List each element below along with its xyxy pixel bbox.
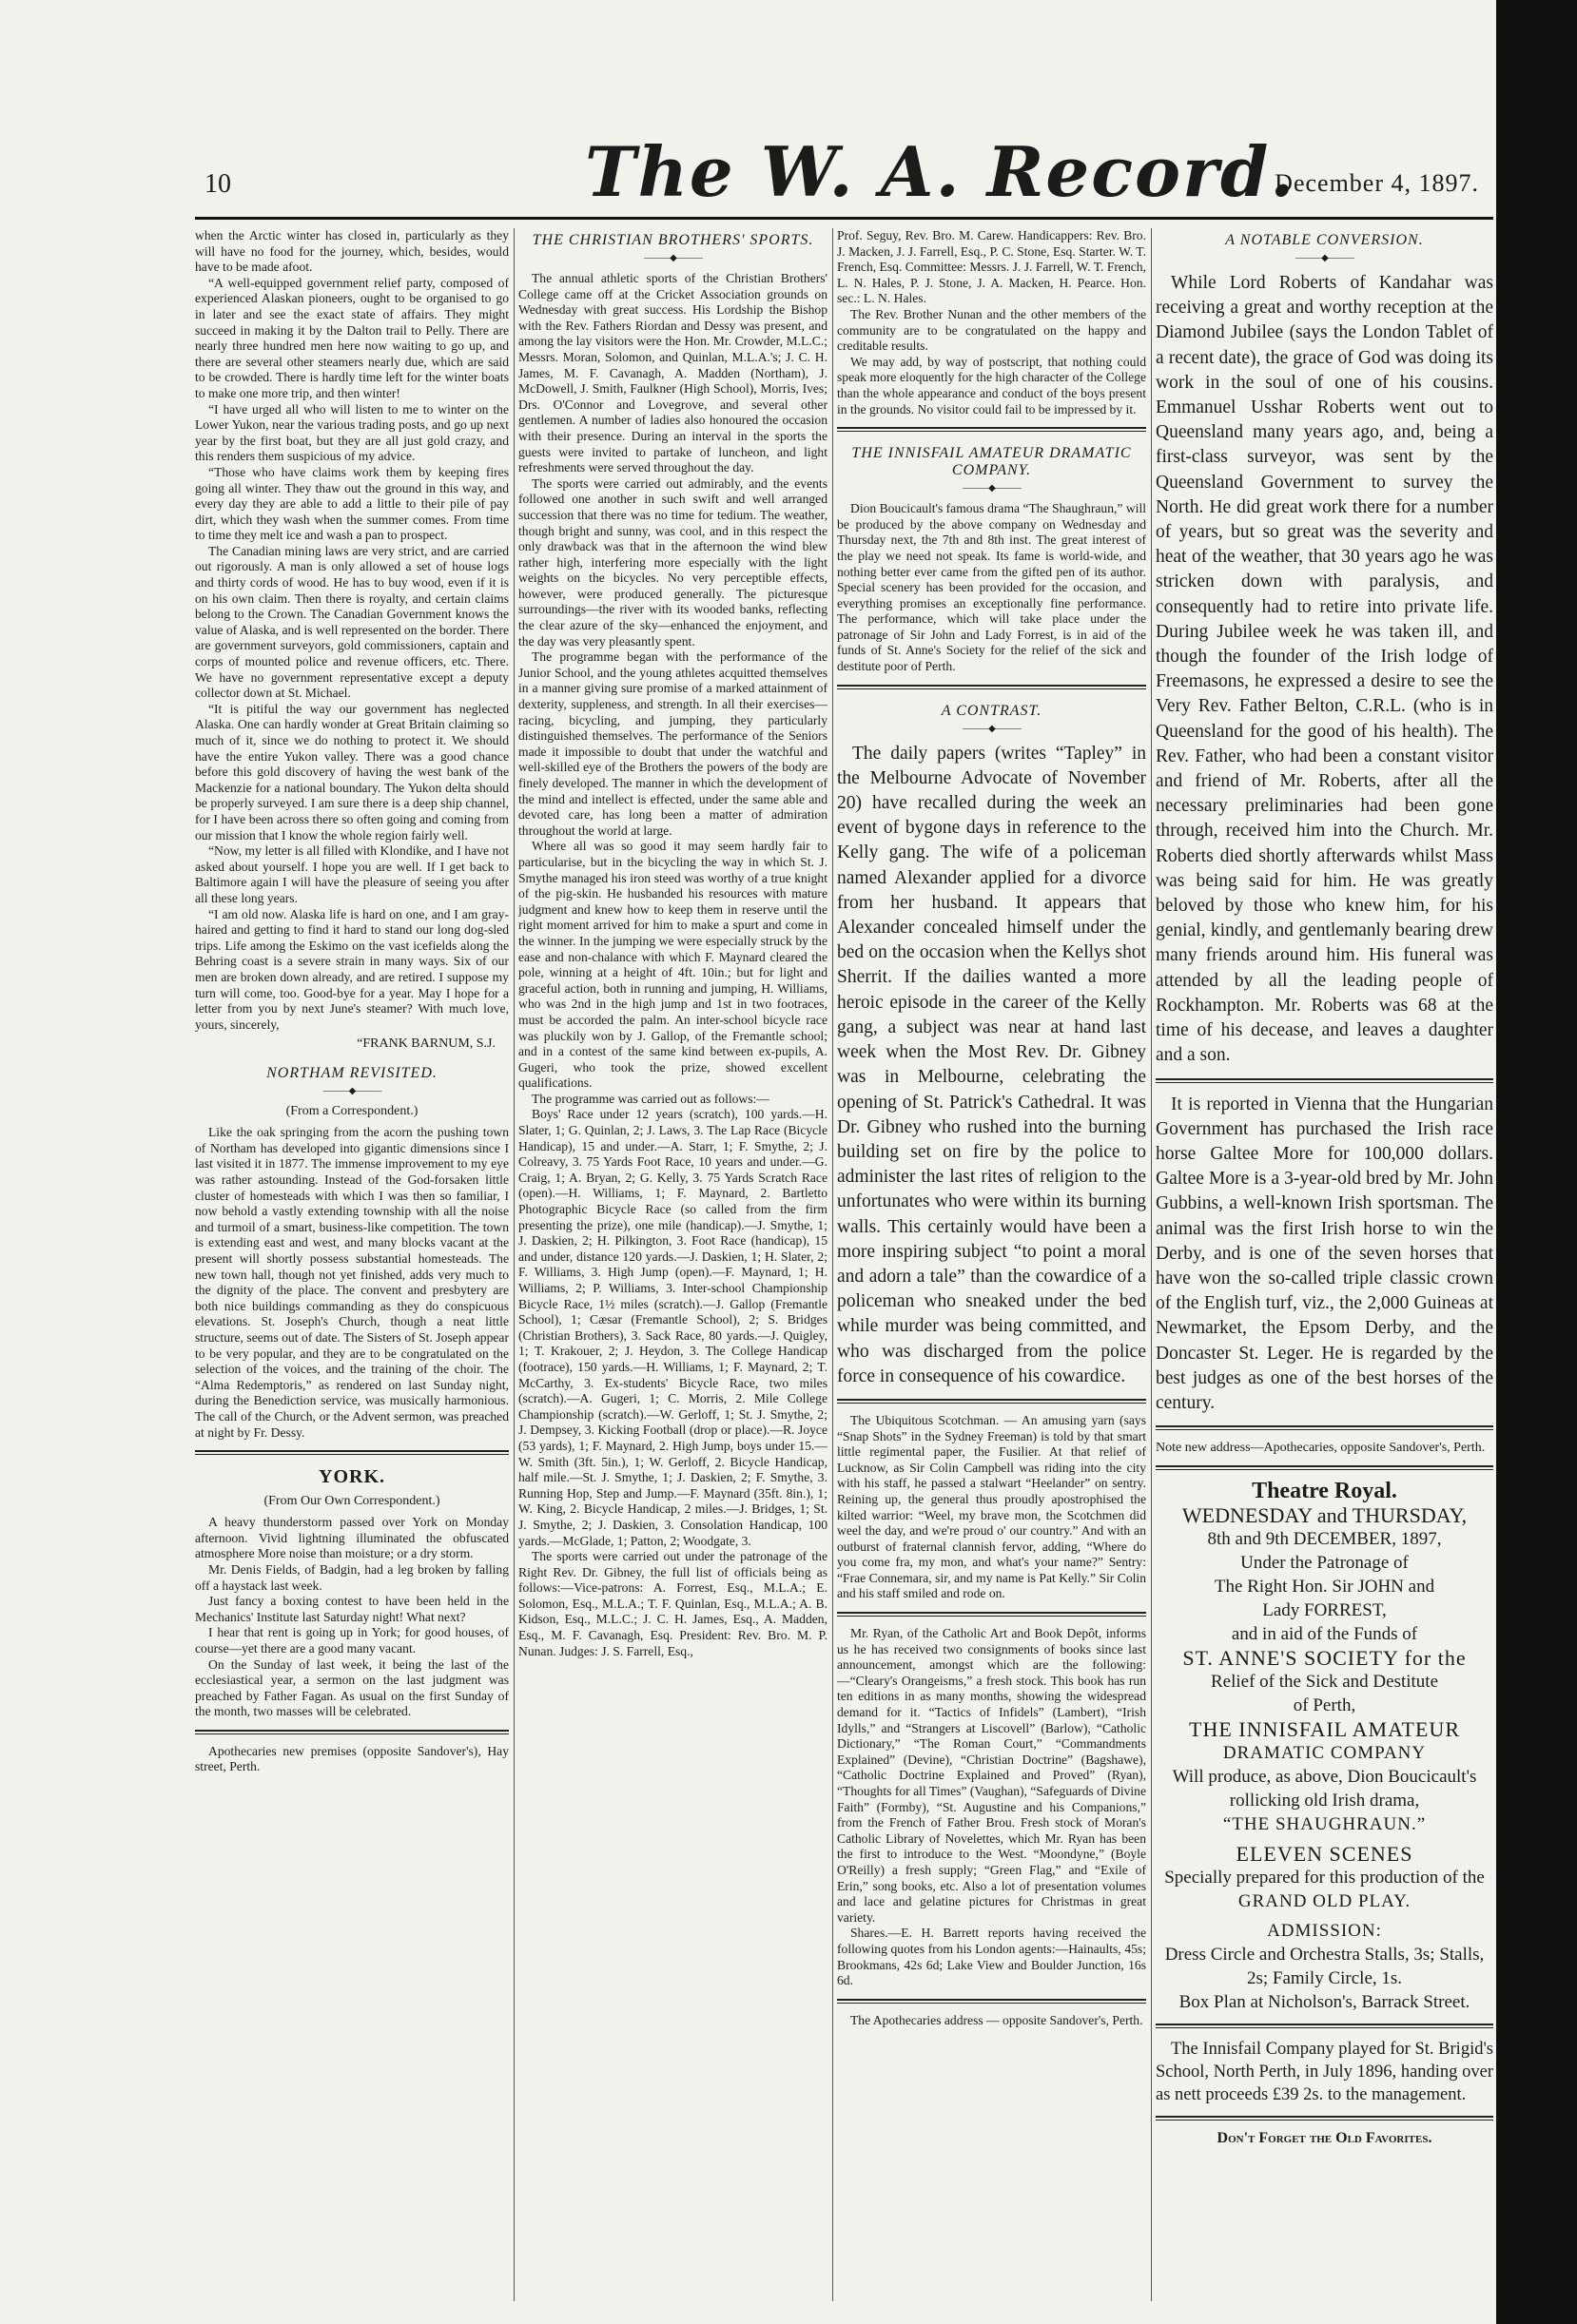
paragraph: On the Sunday of last week, it being the last of the ecclesiastical year, a sermon on the last judgment was preached by Father Fagan. As usual on the first Sunday of the month, two masses will be celebrated.: [195, 1656, 509, 1719]
paragraph: It is reported in Vienna that the Hungarian Government has purchased the Irish race horse Galtee More for 100,000 dollars. Galtee More is a 3-year-old bred by Mr. John Gubbins, a well-known Irish sportsman. The animal was the first Irish horse to win the Derby, and is one of the seven horses that have won the so-called triple classic crown of the English turf, viz., the 2,000 Guineas at Newmarket, the Epsom Derby, and the Doncaster St. Leger. He is regarded by the best judges as one of the best horses of the century.: [1156, 1094, 1493, 1413]
notice: Apothecaries new premises (opposite Sandover's), Hay street, Perth.: [195, 1743, 509, 1774]
masthead: [204, 131, 1489, 222]
paragraph: Mr. Ryan, of the Catholic Art and Book Depôt, informs us he has received two consignments of books since last announcement, amongst which are the following:—“Cleary's Orangeisms,” a fresh stock. This book has run ten editions in as many months, showing the widespread demand for it. “Tactics of Infidels” (Lambert), “Irish Idylls,” and “Strangers at Liscovell” (Barlow), “Catholic Dictionary,” “The Roman Court,” “Commandments Explained” (Devine), “Christian Doctrine” (Bagshawe), “Catholic Doctrine Explained and Proved” (Ryan), “Thoughts for all Times” (Vaughan), “Safeguards of Divine Faith” (Formby), “St. Augustine and his Companions,” from the French of Father Brou. Fresh stock of Moran's Catholic Library of Novelettes, which Mr. Ryan has been the first to introduce to the West. “Moondyne,” (Boyle O'Reilly) a fresh supply; “Green Flag,” and “Exile of Erin,” song books, etc. Also a lot of presentation volumes and lace and gelatine pictures for Christmas in great variety.: [837, 1626, 1146, 1925]
separator: [1156, 1465, 1493, 1470]
ad-line: Dress Circle and Orchestra Stalls, 3s; Stalls, 2s; Family Circle, 1s.: [1164, 1945, 1485, 1989]
paragraph: The daily papers (writes “Tapley” in the Melbourne Advocate of November 20) have recalled during the week an event of bygone days in reference to the Kelly gang. The wife of a policeman named Alexander applied for a divorce from her husband. It appears that Alexander concealed himself under the bed on the occasion when the Kellys shot Sherrit. If the dailies wanted a more heroic episode in the career of the Kelly gang, a subject was near at hand last week when the Most Rev. Dr. Gibney was in Melbourne, celebrating the opening of St. Patrick's Cathedral. It was Dr. Gibney who rushed into the burning building set on fire by the police to administer the last rites of religion to the unfortunates who were within its burning walls. This certainly would have been a more inspiring subject “to point a moral and adorn a tale” than the cowardice of a policeman who sneaked under the bed while murder was being committed, and who was discharged from the police force in consequence of his cowardice.: [837, 743, 1146, 1386]
ornament-divider: ———◆———: [1295, 253, 1353, 263]
notice: The Apothecaries address — opposite Sandover's, Perth.: [850, 2012, 1143, 2027]
ad-line: Specially prepared for this production of the: [1164, 1868, 1485, 1888]
footer-line: Don't Forget the Old Favorites.: [1217, 2130, 1432, 2147]
ad-line: WEDNESDAY and THURSDAY,: [1181, 1503, 1468, 1528]
paragraph: The sports were carried out admirably, and the events followed one another in such swift and well arranged succession that there was no time for tedium. The weather, though bright and sunny, was cool, and in this respect the only drawback was that in the afternoon the wind blew rather high, interfering more especially with the light weights on the bicycles. No very perceptible effects, however, were produced generally. The picturesque surroundings—the river with its wooded banks, reflecting the clear azure of the sky—enhanced the enjoyment, and the day was very pleasantly spent.: [518, 475, 827, 649]
paragraph: The Rev. Brother Nunan and the other members of the community are to be congratulated on the happy and creditable results.: [837, 306, 1146, 354]
ad-line: DRAMATIC COMPANY: [1222, 1743, 1427, 1764]
separator: [1156, 2116, 1493, 2121]
paragraph: Dion Boucicault's famous drama “The Shaughraun,” will be produced by the above company on Wednesday and Thursday next, the 7th and 8th inst. The great interest of the play we need not speak. Its fame is world-wide, and nothing better ever came from the gifted pen of its author. Special scenery has been provided for the occasion, and everything promises an exceptionally fine performance. The performance, which will take place under the patronage of Sir John and Lady Forrest, is in aid of the funds of St. Anne's Society for the relief of the sick and destitute poor of Perth.: [837, 501, 1146, 674]
ad-line: Relief of the Sick and Destitute: [1210, 1672, 1439, 1693]
section-heading: A CONTRAST.: [941, 702, 1042, 719]
column-3: [837, 228, 1146, 2311]
section-subheading: (From a Correspondent.): [285, 1104, 419, 1119]
paragraph: Where all was so good it may seem hardly fair to particularise, but in the bicycling the way in which St. J. Smythe managed his iron steed was worthy of a true knight of the pig-skin. He husbanded his resources with mature judgment and knew how to keep them in reserve until the right moment arrived for him to make a spurt and come in the winner. In the jumping we were especially struck by the ease and non-chalance with which F. Maynard cleared the pole, winning at a height of 4ft. 10in.; but for light and graceful action, both in running and jumping, H. Williams, who was 2nd in the high jump and 1st in two footraces, must be accorded the palm. An inter-school bicycle race was pluckily won by J. Gallop, of the Fremantle school; and in a contest of the same kind between ex-pupils, A. Gugeri, who took the prize, showed excellent qualifications.: [518, 839, 827, 1091]
ornament-divider: ———◆———: [963, 723, 1021, 734]
paragraph: While Lord Roberts of Kandahar was receiving a great and worthy reception at the Diamond Jubilee (says the London Tablet of a recent date), the grace of God was doing its work in the soul of one of his cousins. Emmanuel Usshar Roberts went out to Queensland many years ago, and, being a first-class surveyor, was sent by the Queensland Government to survey the North. He did great work there for a number of years, but so great was the severity and heat of the weather, that 30 years ago he was stricken down with paralysis, and consequently had to retire into private life. During Jubilee week he was taken ill, and though the founder of the Irish lodge of Freemasons, he expressed a desire to see the Very Rev. Father Belton, C.R.L. (who is in Queensland for the good of his health). The Rev. Father, who had been a constant visitor and friend of Mr. Roberts, after all the necessary preliminaries had been gone through, received him into the Church. Mr. Roberts died shortly afterwards whilst Mass was being said for him. He was greatly beloved by those who knew him, for his genial, kindly, and gentlemanly bearing drew many friends around him. His funeral was attended by all the leading people of Rockhampton. Mr. Roberts was 68 at the time of his decease, and leaves a daughter and a son.: [1156, 273, 1493, 1066]
separator: [837, 1399, 1146, 1404]
column-divider: [514, 228, 515, 2301]
paragraph: Mr. Denis Fields, of Badgin, had a leg broken by falling off a haystack last week.: [195, 1561, 509, 1593]
separator: [837, 1999, 1146, 2004]
ad-line: GRAND OLD PLAY.: [1237, 1891, 1412, 1912]
masthead-rule: [195, 217, 1493, 220]
ad-line: ADMISSION:: [1267, 1921, 1382, 1942]
section-heading: A NOTABLE CONVERSION.: [1225, 232, 1424, 248]
theatre-advertisement: [1156, 1480, 1493, 2014]
paragraph: The Innisfail Company played for St. Brigid's School, North Perth, in July 1896, handing over as nett proceeds £39 2s. to the management.: [1156, 2040, 1493, 2105]
paragraph: The Ubiquitous Scotchman. — An amusing yarn (says “Snap Shots” in the Sydney Freeman) is told by that smart little regimental paper, the Fusilier. At that relief of Lucknow, as Sir Colin Campbell was riding into the city with his staff, he passed a stalwart “Heelander” on sentry. Reining up, the general thus proudly apostrophised the kilted warrior: “Weel, my brave mon, the Scotchmen did weel the day, and we're proud o' our country.” And with an outburst of fraternal clannish fervor, adding, “Where do you come fra, my mon, and what's your name?” Sentry: “Frae Connemara, sir, and my name is Pat Kelly.” Sir Colin and his staff smiled and rode on.: [837, 1412, 1146, 1601]
paragraph: when the Arctic winter has closed in, particularly as they will have no food for the journey, which, besides, would have to be made afoot.: [195, 228, 509, 275]
ad-line: Under the Patronage of: [1240, 1553, 1409, 1574]
paragraph: “It is pitiful the way our government has neglected Alaska. One can hardly wonder at Great Britain claiming so much of it, since we do nothing to protect it. We should have the entire Yukon valley. There was a good chance before this gold discovery of having the west bank of the Mackenzie for a national boundary. The Yukon delta should be properly surveyed. I am sure there is a deep ship channel, for I have been across there so often going and coming from our mission that I know the whole region fairly well.: [195, 701, 509, 842]
ornament-divider: ———◆———: [322, 1086, 381, 1097]
separator: [1156, 2024, 1493, 2028]
scan-edge: [1496, 0, 1577, 2324]
paragraph: Like the oak springing from the acorn the pushing town of Northam has developed into gigantic dimensions since I last visited it in 1877. The immense improvement to my eye was rather astounding. Instead of the God-forsaken little cluster of homesteads with which I was then so familiar, I now behold a vastly extending township with all the noise and turmoil of a smart, business-like competition. The town is extending east and west, and many blocks vacant at the present will shortly possess substantial homesteads. The new town hall, though not yet finished, adds very much to the dignity of the place. The convent and presbytery are both nice buildings commanding as they do conspicuous elevations. St. Joseph's Church, though a neat little structure, seems out of date. The Sisters of St. Joseph appear to be very popular, and they are to be congratulated on the selection of the voices, and the training of the choir. The “Alma Redemptoris,” as rendered on last Sunday night, during the Benediction service, was musically harmonious. The call of the Church, or the Advent sermon, was preached at night by Fr. Dessy.: [195, 1125, 509, 1440]
ornament-divider: ———◆———: [644, 253, 702, 263]
issue-date: December 4, 1897.: [1275, 169, 1479, 197]
separator: [1156, 1078, 1493, 1083]
ad-line: ELEVEN SCENES: [1236, 1842, 1413, 1867]
paragraph: “Those who have claims work them by keeping fires going all winter. They thaw out the ground in this way, and every day they are able to add a little to their pile of pay dirt, which they wash when the summer comes. From time to time they melt ice and wash a pan to prospect.: [195, 464, 509, 543]
section-heading: THE CHRISTIAN BROTHERS' SPORTS.: [532, 232, 814, 248]
section-heading: YORK.: [319, 1466, 385, 1488]
separator: [195, 1450, 509, 1455]
alaska-letter: [195, 228, 509, 1033]
ad-line: Box Plan at Nicholson's, Barrack Street.: [1178, 1992, 1470, 2013]
section-subheading: (From Our Own Correspondent.): [263, 1494, 440, 1509]
paragraph: The programme was carried out as follows:—: [532, 1091, 769, 1106]
ad-line: of Perth,: [1293, 1695, 1356, 1716]
column-divider: [832, 228, 833, 2301]
ad-line: ST. ANNE'S SOCIETY for the: [1182, 1646, 1467, 1671]
column-1: [195, 228, 509, 2311]
masthead-title: The W. A. Record.: [585, 131, 1296, 212]
paragraph: A heavy thunderstorm passed over York on Monday afternoon. Vivid lightning illuminated the obfuscated atmosphere More noise than moisture; or a dry storm.: [195, 1515, 509, 1561]
page-number: 10: [204, 169, 231, 199]
race-results: Boys' Race under 12 years (scratch), 100 yards.—H. Slater, 1; G. Quinlan, 2; J. Laws, 3. The Lap Race (Bicycle Handicap), 15 and under.—A. Starr, 1; F. Smythe, 2; J. Colreavy, 3. 75 Yards Foot Race, 10 years and under.—G. Craig, 1; A. Bryan, 2; G. Kelly, 3. 75 Yards Scratch Race (open).—H. Williams, 1; F. Maynard, 2. Bartletto Photographic Bicycle Race (so called from the firm presenting the prize), one mile (handicap).—J. Smythe, 1; J. Daskien, 2; H. Pilkington, 3. Foot Race (handicap), 15 and under, distance 120 yards.—J. Daskien, 1; H. Slater, 2; F. Williams, 3. High Jump (open).—F. Maynard, 1; H. Williams, 2; P. Williams, 3. Inter-school Championship Bicycle Race, 1½ miles (scratch).—J. Gallop (Fremantle School), 1; Cæsar (Fremantle School), 2; S. Bridges (Christian Brothers), 3. Sack Race, 80 yards.—J. Quigley, 1; T. Krakouer, 2; J. Heydon, 3. The College Handicap (footrace), 150 yards.—H. Williams, 1; F. Maynard, 2; T. McCarthy, 3. Ex-students' Bicycle Race, two miles (scratch).—A. Gugeri, 1; C. Morris, 2. Mile College Championship (scratch).—W. Gerloff, 1; St. J. Smythe, 2; J. Dempsey, 3. Kicking Football (drop or place).—R. Joyce (53 yards), 1; F. Maynard, 2. High Jump, boys under 15.—W. Smith (3ft. 5in.), 1; W. Gerloff, 2. Bicycle Handicap, half mile.—St. J. Smythe, 1; J. Daskien, 2; F. Smythe, 3. Running Hop, Step and Jump.—F. Maynard (35ft. 8in.), 1; W. King, 2. Bicycle Handicap, 2 miles.—J. Bridges, 1; St. J. Smythe, 2; J. Daskien, 3. Consolation Handicap, 100 yards.—McGlade, 1; Patton, 2; Woodgate, 3.: [518, 1107, 827, 1548]
column-2: [518, 228, 827, 2311]
ad-line: The Right Hon. Sir JOHN and: [1214, 1577, 1435, 1598]
separator: [1156, 1425, 1493, 1430]
section-heading: NORTHAM REVISITED.: [266, 1065, 438, 1082]
ad-title: Theatre Royal.: [1252, 1479, 1397, 1504]
separator: [837, 427, 1146, 432]
letter-signature: “FRANK BARNUM, S.J.: [357, 1036, 496, 1052]
column-4: [1156, 228, 1493, 2311]
notice: Note new address—Apothecaries, opposite Sandover's, Perth.: [1156, 1441, 1486, 1456]
paragraph: The sports were carried out under the patronage of the Right Rev. Dr. Gibney, the full list of officials being as follows:—Vice-patrons: A. Forrest, Esq., M.L.A.; E. Solomon, Esq., M.L.A.; T. F. Quinlan, Esq., M.L.A.; A. B. Kidson, Esq., M.L.C.; J. C. H. James, Esq., A. Madden, Esq., M. F. Cavanagh, Esq. President: Rev. Bro. M. P. Nunan. Judges: J. S. Farrell, Esq.,: [518, 1549, 827, 1658]
ad-line: “THE SHAUGHRAUN.”: [1222, 1814, 1427, 1835]
section-heading: THE INNISFAIL AMATEUR DRAMATIC COMPANY.: [851, 445, 1132, 479]
ad-line: THE INNISFAIL AMATEUR: [1189, 1717, 1460, 1742]
separator: [837, 685, 1146, 689]
separator: [195, 1730, 509, 1734]
paragraph: The annual athletic sports of the Christian Brothers' College came off at the Cricket Association grounds on Wednesday with great success. His Lordship the Bishop with the Rev. Fathers Riordan and Dessy was present, and among the lay visitors were the Hon. Mr. Crowder, M.L.C.; Messrs. Moran, Solomon, and Quinlan, M.L.A.'s; J. C. H. James, M. F. Cavanagh, A. Madden (Northam), J. McDowell, J. Smith, Faulkner (High School), Morris, Ives; Drs. O'Connor and Lovegrove, and several other gentlemen. A number of ladies also honoured the occasion with their presence. During an interval in the sports the guests were invited to partake of luncheon, and light refreshments were served throughout the day.: [518, 271, 827, 475]
paragraph: The programme began with the performance of the Junior School, and the young athletes acquitted themselves in a manner giving sure promise of a marked attainment of dexterity, suppleness, and strength. In all their exercises—racing, bicycling, and jumping, they particularly distinguished themselves. The performance of the Seniors made it impossible to doubt that under the watchful and well-skilled eye of the Brothers the powers of the body are finely developed. The manner in which the development of the mind and intellect is effected, under the same able and devoted care, has long been a matter of admiration throughout the world at large.: [518, 649, 827, 838]
ad-line: Will produce, as above, Dion Boucicault's rollicking old Irish drama,: [1172, 1767, 1477, 1811]
ad-line: and in aid of the Funds of: [1231, 1624, 1418, 1645]
paragraph: Prof. Seguy, Rev. Bro. M. Carew. Handicappers: Rev. Bro. J. Macken, J. J. Farrell, Esq., P. C. Stone, Esq. Starter. W. T. French, Esq. Committee: Messrs. J. J. Farrell, W. T. French, L. N. Hales, P. J. Stone, J. A. Macken, H. Pearce. Hon. sec.: L. N. Hales.: [837, 228, 1146, 306]
paragraph: We may add, by way of postscript, that nothing could speak more eloquently for the high character of the College than the whole appearance and conduct of the boys present in the grounds. No visitor could fail to be impressed by it.: [837, 354, 1146, 416]
paragraph: Shares.—E. H. Barrett reports having received the following quotes from his London agents:—Hainaults, 45s; Brookmans, 42s 6d; Lake View and Boulder Junction, 16s 6d.: [837, 1926, 1146, 1988]
ornament-divider: ———◆———: [963, 483, 1021, 494]
paragraph: “A well-equipped government relief party, composed of experienced Alaskan pioneers, ought to be organised to go in later and see the exact state of affairs. They might succeed in making it by the Dalton trail to Pelly. There are nearly three hundred men here now waiting to go up, and there are several other steamers nearly due, which are said to be crowded. There is hardly time left for the winter boats to make one more trip, and then winter!: [195, 275, 509, 400]
paragraph: The Canadian mining laws are very strict, and are carried out rigorously. A man is only allowed a set of house logs and thirty cords of wood. He has to buy wood, even if it is on his own claim. Then there is royalty, and certain claims belong to the Crown. The Canadian Government knows the value of Alaska, and is well represented on the border. There are government surveyors, gold commissioners, captain and corps of mounted police and revenue officers, etc. There. We have no government representative except a deputy collector down at St. Michael.: [195, 543, 509, 701]
paragraph: “Now, my letter is all filled with Klondike, and I have not asked about yourself. I hope you are well. If I get back to Baltimore again I will have the pleasure of seeing you after all these long years.: [195, 843, 509, 905]
ad-line: Lady FORREST,: [1262, 1600, 1387, 1621]
paragraph: I hear that rent is going up in York; for good houses, of course—yet there are a good many vacant.: [195, 1625, 509, 1656]
paragraph: “I have urged all who will listen to me to winter on the Lower Yukon, near the various trading posts, and go up next year by the first boat, but they are all just gold crazy, and this renders them suspicious of my advice.: [195, 401, 509, 464]
ad-line: 8th and 9th DECEMBER, 1897,: [1207, 1529, 1442, 1550]
column-divider: [1151, 228, 1152, 2301]
separator: [837, 1612, 1146, 1617]
paragraph: “I am old now. Alaska life is hard on one, and I am gray-haired and getting to find it hard to stand our long dog-sled trips. Life among the Eskimo on the vast icefields along the Behring coast is a severe strain in many ways. Six of our men are broken down already, and are retired. I suppose my turn will come, too. Good-bye for a year. May I hope for a letter from you by next June's steamer? With much love, yours, sincerely,: [195, 906, 509, 1032]
paragraph: Just fancy a boxing contest to have been held in the Mechanics' Institute last Saturday night! What next?: [195, 1594, 509, 1624]
